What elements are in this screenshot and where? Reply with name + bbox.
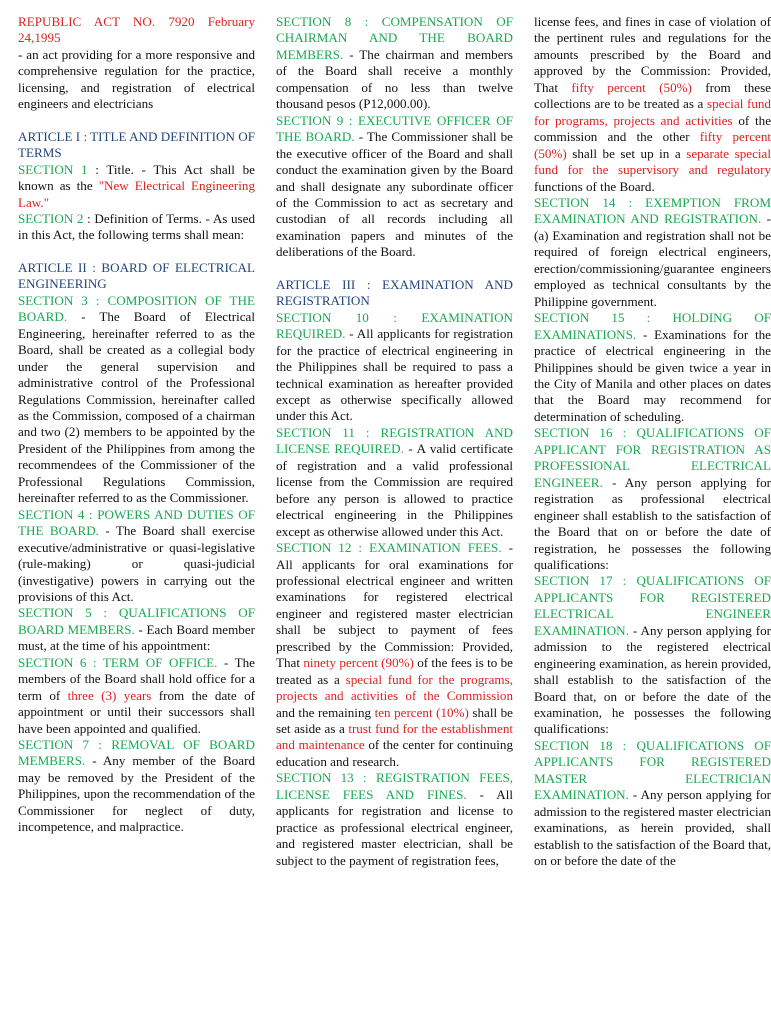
section-3 bbox=[18, 293, 255, 507]
section-13-heading: SECTION 13 : REGISTRATION FEES, LICENSE FEES AND FINES. bbox=[276, 770, 513, 802]
section-7-heading: SECTION 7 : REMOVAL OF BOARD MEMBERS. bbox=[18, 737, 255, 769]
article-1-heading: ARTICLE I : TITLE AND DEFINITION OF TERMS bbox=[18, 128, 255, 161]
section-6-term: three (3) years bbox=[67, 687, 152, 703]
section-9-heading: SECTION 9 : EXECUTIVE OFFICER OF THE BOARD. bbox=[276, 112, 513, 145]
section-12-text-c: and the remaining bbox=[276, 704, 375, 720]
section-12-trust-fund: trust fund for the establishment and maintenance bbox=[276, 721, 513, 753]
section-2-heading: SECTION 2 bbox=[18, 210, 84, 226]
column-1 bbox=[18, 14, 255, 1014]
section-12-ten-percent: ten percent (10%) bbox=[374, 704, 469, 720]
section-6-heading: SECTION 6 : TERM OF OFFICE. bbox=[18, 654, 218, 670]
section-13-cont-e: functions of the Board. bbox=[534, 178, 655, 194]
section-4-text: - The Board shall exercise executive/administrative or quasi-legislative (rule-making) or quasi-judicial (investigative) powers in carrying out the provisions of this Act. bbox=[18, 523, 255, 604]
section-7 bbox=[18, 737, 255, 836]
section-9 bbox=[276, 113, 513, 261]
section-14-heading: SECTION 14 : EXEMPTION FROM EXAMINATION AND REGISTRATION. bbox=[534, 194, 771, 227]
fifty-percent-1: fifty percent (50%) bbox=[571, 79, 692, 95]
section-12-text-d: shall be set aside as a bbox=[276, 704, 513, 737]
section-5-heading: SECTION 5 : QUALIFICATIONS OF BOARD MEMBERS. bbox=[18, 605, 255, 637]
section-12-ninety-percent: ninety percent (90%) bbox=[303, 655, 414, 671]
section-18-text: - Any person applying for admission to the registered master electrician examinations, as herein provided, shall establish to the satisfaction of the Board that, on or before the date of the bbox=[534, 787, 771, 869]
section-9-text: - The Commissioner shall be the executive officer of the Board and shall conduct the examination given by the Board and shall designate any subordinate officer of the Commission to act as secretary and custodian of all records including all examination papers and minutes of the deliberations of the Board. bbox=[276, 129, 513, 260]
section-18 bbox=[534, 738, 771, 870]
article-3-heading: ARTICLE III : EXAMINATION AND REGISTRATION bbox=[276, 276, 513, 309]
section-12-heading: SECTION 12 : EXAMINATION FEES. bbox=[276, 540, 502, 556]
section-17-text: - Any person applying for admission to the registered electrical engineering examination, as herein provided, shall establish to the satisfaction of the Board that, on or before the date of the examination, he possesses the following qualifications: bbox=[534, 622, 771, 737]
section-15-text: - Examinations for the practice of electrical engineering in the Philippines should be given twice a year in the City of Manila and other places on dates that the Board may recommend for determination of scheduling. bbox=[534, 326, 771, 424]
section-1-law-name: "New Electrical Engineering Law." bbox=[18, 178, 255, 210]
section-13-continued bbox=[534, 14, 771, 195]
section-16-heading: SECTION 16 : QUALIFICATIONS OF APPLICANT FOR REGISTRATION AS PROFESSIONAL ELECTRICAL ENGINEER. bbox=[534, 425, 771, 490]
spacer bbox=[18, 113, 255, 129]
section-2-text: : Definition of Terms. - As used in this Act, the following terms shall mean: bbox=[18, 210, 255, 243]
spacer bbox=[276, 261, 513, 277]
section-1-heading: SECTION 1 bbox=[18, 161, 88, 177]
section-13 bbox=[276, 770, 513, 869]
section-13-cont-b: from these collections are to be treated as a bbox=[534, 79, 771, 112]
spacer bbox=[18, 244, 255, 260]
section-8 bbox=[276, 14, 513, 113]
section-13-cont-d: shall be set up in a bbox=[566, 145, 687, 161]
section-11-heading: SECTION 11 : REGISTRATION AND LICENSE REQUIRED. bbox=[276, 424, 513, 457]
section-12 bbox=[276, 540, 513, 770]
section-13-text: - All applicants for registration and license to practice as professional electrical engineer, and registered master electrician, shall be subject to the payment of registration fees, bbox=[276, 786, 513, 868]
section-12-text-b: of the fees is to be treated as a bbox=[276, 655, 513, 687]
column-3 bbox=[534, 14, 771, 1014]
section-13-cont-text: license fees, and fines in case of violation of the pertinent rules and regulations for the amounts prescribed by the Board and approved by the Commission: Provided, That bbox=[534, 14, 771, 95]
special-fund-programs: special fund for programs, projects and activities bbox=[534, 96, 771, 128]
article-2-heading: ARTICLE II : BOARD OF ELECTRICAL ENGINEERING bbox=[18, 259, 255, 292]
section-17 bbox=[534, 573, 771, 738]
section-13-cont-c: of the commission and the other bbox=[534, 112, 771, 145]
section-2 bbox=[18, 211, 255, 244]
act-title: REPUBLIC ACT NO. 7920 February 24,1995 bbox=[18, 14, 255, 46]
section-16-text: - Any person applying for registration as professional electrical engineer shall establish to the satisfaction of the Board that on or before the date of registration, he possesses the following qualifications: bbox=[534, 474, 771, 572]
column-2 bbox=[276, 14, 513, 1014]
act-title-block bbox=[18, 14, 255, 47]
section-12-text: - All applicants for oral examinations for professional electrical engineer and written examinations for registered electrical engineer and registered master electrician shall be subject to payment of fees prescribed by the Commission: Provided, That bbox=[276, 540, 513, 671]
section-17-heading: SECTION 17 : QUALIFICATIONS OF APPLICANTS FOR REGISTERED ELECTRICAL ENGINEER EXAMINATION. bbox=[534, 573, 771, 638]
section-3-heading: SECTION 3 : COMPOSITION OF THE BOARD. bbox=[18, 292, 255, 325]
fifty-percent-2: fifty percent (50%) bbox=[534, 129, 771, 161]
section-1-text: : Title. - This Act shall be known as the bbox=[18, 161, 255, 194]
section-12-special-fund: special fund for the programs, projects and activities of the Commission bbox=[276, 671, 513, 704]
section-11 bbox=[276, 425, 513, 540]
section-14 bbox=[534, 195, 771, 310]
section-6-text: - The members of the Board shall hold office for a term of bbox=[18, 654, 255, 703]
section-3-text: - The Board of Electrical Engineering, hereinafter referred to as the Board, shall be created as a collegial body under the general supervision and administrative control of the Professional Regulations Commission, hereinafter called as the Commission, composed of a chairman and two (2) members to be appointed by the President of the Philippines from among the recommendees of the Commissioner of the Professional Regulations Commission, hereinafter referred to as the Commissioner. bbox=[18, 309, 255, 506]
section-4-heading: SECTION 4 : POWERS AND DUTIES OF THE BOARD. bbox=[18, 506, 255, 539]
section-10-text: - All applicants for registration for the practice of electrical engineering in the Philippines shall be required to pass a technical examination as hereafter provided except as otherwise specifically allowed under this Act. bbox=[276, 326, 513, 424]
section-10 bbox=[276, 310, 513, 425]
section-6 bbox=[18, 655, 255, 737]
section-12-text-e: of the center for continuing education and research. bbox=[276, 737, 513, 769]
separate-special-fund: separate special fund for the supervisory and regulatory bbox=[534, 145, 771, 178]
section-18-heading: SECTION 18 : QUALIFICATIONS OF APPLICANTS FOR REGISTERED MASTER ELECTRICIAN EXAMINATION. bbox=[534, 737, 771, 803]
section-4 bbox=[18, 507, 255, 606]
section-1 bbox=[18, 162, 255, 211]
section-15 bbox=[534, 310, 771, 425]
section-7-text: - Any member of the Board may be removed by the President of the Philippines, upon the recommendation of the Commissioner for neglect of duty, incompetence, and malpractice. bbox=[18, 753, 255, 835]
document-page bbox=[18, 14, 771, 1014]
section-5-text: - Each Board member must, at the time of his appointment: bbox=[18, 621, 255, 654]
section-8-text: - The chairman and members of the Board shall receive a monthly compensation of no less than twelve thousand pesos (P12,000.00). bbox=[276, 46, 513, 112]
act-description: - an act providing for a more responsive and comprehensive regulation for the practice, licensing, and registration of electrical engineers and electricians bbox=[18, 46, 255, 112]
section-16 bbox=[534, 425, 771, 573]
section-14-text: - (a) Examination and registration shall not be required of foreign electrical engineers, erection/commissioning/guarantee engineers employed as technical consultants by the Philippine government. bbox=[534, 211, 771, 309]
section-5 bbox=[18, 605, 255, 654]
section-6-text-end: from the date of appointment or until their successors shall have been appointed and qualified. bbox=[18, 687, 255, 736]
section-8-heading: SECTION 8 : COMPENSATION OF CHAIRMAN AND THE BOARD MEMBERS. bbox=[276, 14, 513, 62]
section-11-text: - A valid certificate of registration and a valid professional license from the Commission are required before any person is allowed to practice electrical engineering in the Philippines except as otherwise allowed under this Act. bbox=[276, 441, 513, 539]
section-10-heading: SECTION 10 : EXAMINATION REQUIRED. bbox=[276, 309, 513, 342]
section-15-heading: SECTION 15 : HOLDING OF EXAMINATIONS. bbox=[534, 310, 771, 342]
